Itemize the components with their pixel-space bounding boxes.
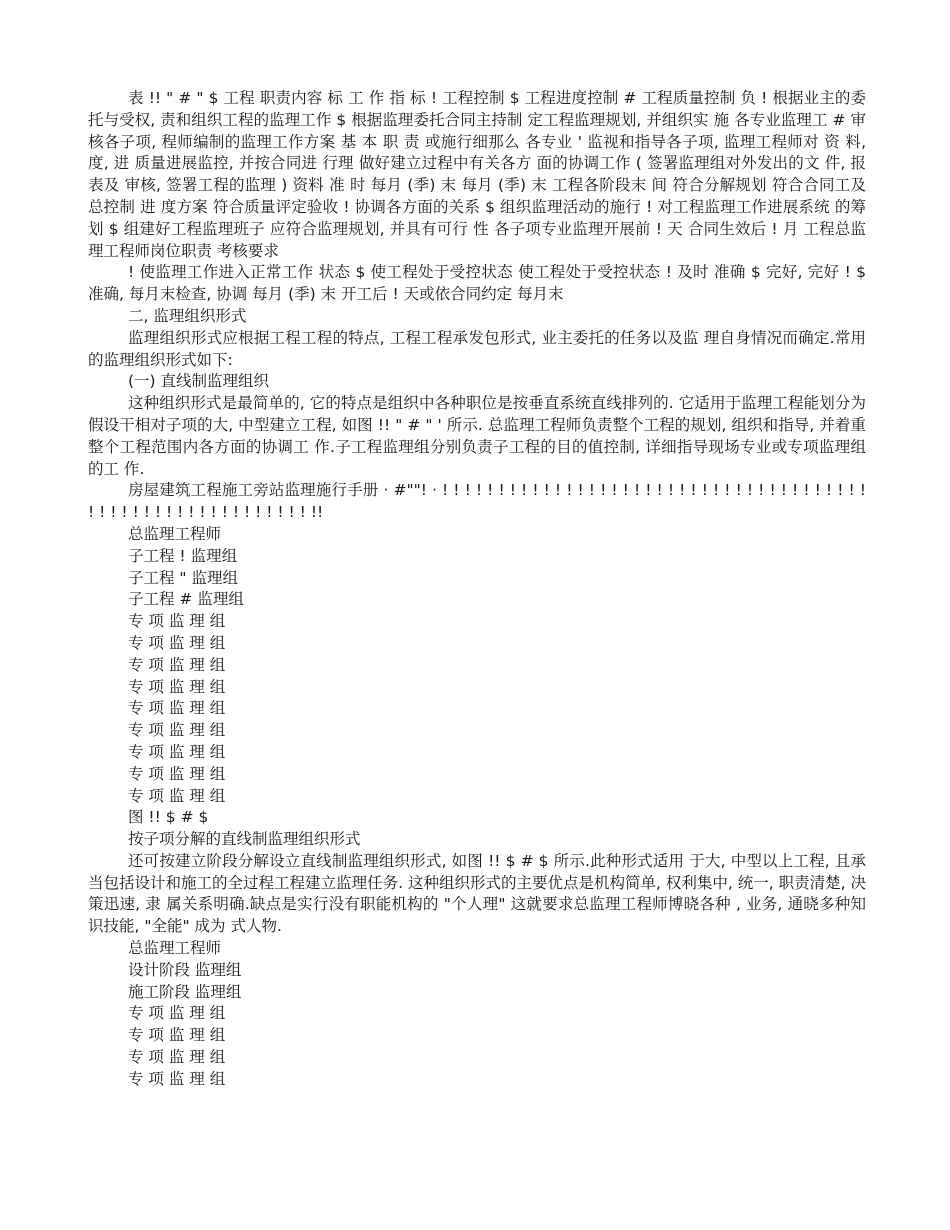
text-line: 专 项 监 理 组 <box>128 655 226 674</box>
document-page <box>88 88 871 1091</box>
text-line: 子工程 " 监理组 <box>128 568 238 587</box>
text-line: 子工程 # 监理组 <box>128 590 244 609</box>
text-line: 总监理工程师 <box>128 524 222 543</box>
text-line: 总监理工程师 <box>128 939 222 958</box>
text-line: 设计阶段 监理组 <box>128 960 242 979</box>
text-line: 按子项分解的直线制监理组织形式 <box>128 830 361 849</box>
text-line: 图 !! $ # $ <box>128 808 209 827</box>
text-line: 施工阶段 监理组 <box>128 982 242 1001</box>
text-line: 专 项 监 理 组 <box>128 677 226 696</box>
text-line: 专 项 监 理 组 <box>128 764 226 783</box>
text-line: 专 项 监 理 组 <box>128 786 226 805</box>
text-line: 专 项 监 理 组 <box>128 1048 226 1067</box>
paragraph: 监理组织形式应根据工程工程的特点, 工程工程承发包形式, 业主委托的任务以及监 理自身情况而确定.常用的监理组织形式如下: <box>88 328 866 369</box>
text-line: 专 项 监 理 组 <box>128 612 226 631</box>
text-line: 专 项 监 理 组 <box>128 721 226 740</box>
text-line: 专 项 监 理 组 <box>128 1004 226 1023</box>
paragraph: 这种组织形式是最简单的, 它的特点是组织中各种职位是按垂直系统直线排列的. 它适用于监理工程能划分为假设干相对子项的大, 中型建立工程, 如图 !! " # " ' 所示. 总监理工程师负责整个工程的规划, 组织和指导, 并着重整个工程范围内各方面的协调工 作.子工程监理组分别负责子工程的目的值控制, 详细指导现场专业或专项监理组的工 作. <box>88 394 866 478</box>
text-line: 专 项 监 理 组 <box>128 699 226 718</box>
text-line: 子工程 ! 监理组 <box>128 546 238 565</box>
paragraph: 表 !! " # " $ 工程 职责内容 标 工 作 指 标 ! 工程控制 $ 工程进度控制 # 工程质量控制 负 ! 根据业主的委托与受权, 责和组织工程的监理工作 $ 根据监理委托合同主持制 定工程监理规划, 并组织实 施 各专业监理工 # 审核各子项, 程师编制的监理工作方案 基 本 职 责 或施行细那么 各专业 ' 监视和指导各子项, 监理工程师对 资 料, 度, 进 质量进展监控, 并按合同进 行理 做好建立过程中有关各方 面的协调工作 ( 签署监理组对外发出的文 件, 报表及 审核, 签署工程的监理 ) 资料 准 时 每月 (季) 末 每月 (季) 末 工程各阶段末 间 符合分解规划 符合合同工及总控制 进 度方案 符合质量评定验收 ! 协调各方面的关系 $ 组织监理活动的施行 ! 对工程监理工作进展系统 的筹划 $ 组建好工程监理班子 应符合监理规划, 并具有可行 性 各子项专业监理开展前 ! 天 合同生效后 ! 月 工程总监理工程师岗位职责 考核要求 <box>88 89 871 260</box>
text-line: 专 项 监 理 组 <box>128 1069 226 1088</box>
text-line: 专 项 监 理 组 <box>128 1026 226 1045</box>
text-line: 专 项 监 理 组 <box>128 633 226 652</box>
text-line: 专 项 监 理 组 <box>128 742 226 761</box>
paragraph: 还可按建立阶段分解设立直线制监理组织形式, 如图 !! $ # $ 所示.此种形式适用 于大, 中型以上工程, 且承当包括设计和施工的全过程工程建立监理任务. 这种组织形式的主要优点是机构简单, 权利集中, 统一, 职责清楚, 决策迅速, 隶 属关系明确.缺点是实行没有职能机构的 "个人理" 这就要求总监理工程师博晓各种 , 业务, 通晓多种知识技能, "全能" 成为 式人物. <box>88 851 866 936</box>
paragraph: 二, 监理组织形式 <box>128 306 247 325</box>
paragraph: 房屋建筑工程施工旁站监理施行手册 · #""! · ! ! ! ! ! ! ! ! ! ! ! ! ! ! ! ! ! ! ! ! ! ! ! ! ! ! ! ! ! ! ! ! ! ! ! ! ! ! ! ! ! ! ! ! ! ! ! ! ! ! ! ! ! ! ! ! ! ! !! <box>88 481 871 522</box>
paragraph: ! 使监理工作进入正常工作 状态 $ 使工程处于受控状态 使工程处于受控状态 ! 及时 准确 $ 完好, 完好 ! $ 准确, 每月末检查, 协调 每月 (季) 末 开工后 ! 天或依合同约定 每月末 <box>88 263 871 304</box>
paragraph: (一) 直线制监理组织 <box>128 372 270 391</box>
